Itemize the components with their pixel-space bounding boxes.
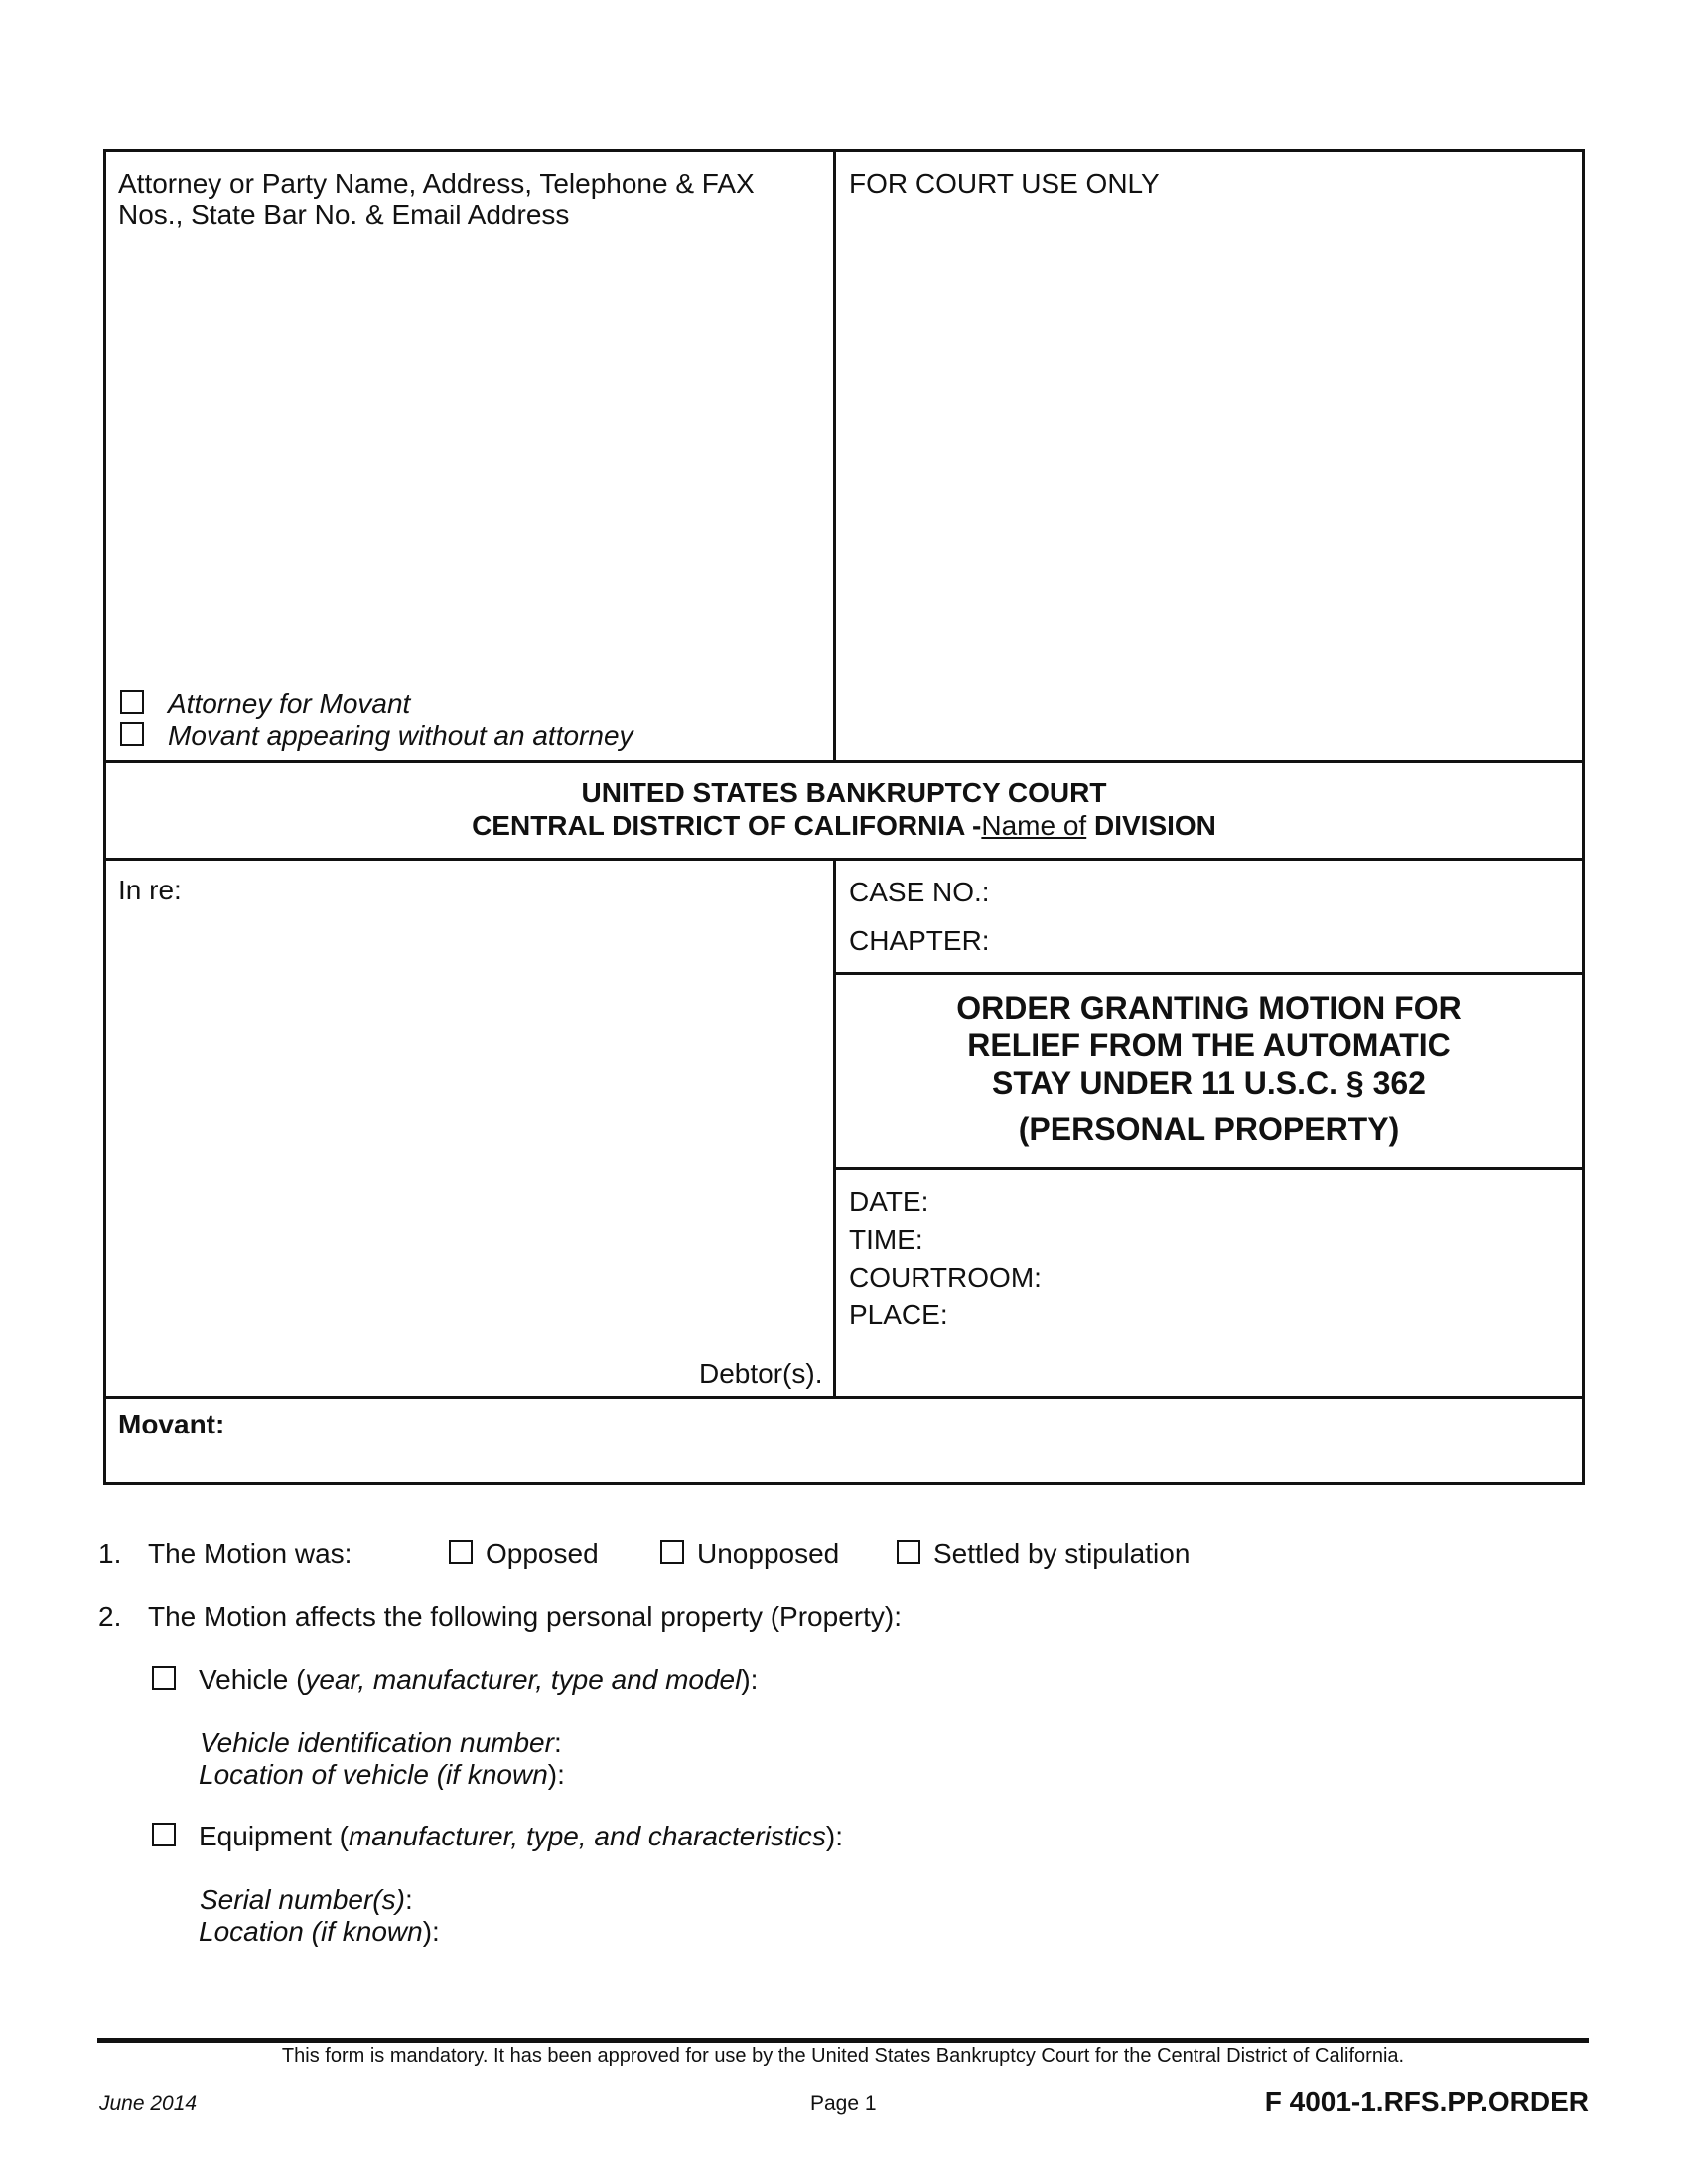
vehicle-location-label-end: ): bbox=[547, 1759, 565, 1790]
item1-number: 1. bbox=[98, 1538, 122, 1569]
caption-bottom-border bbox=[103, 1482, 1585, 1485]
attorney-for-movant-checkbox[interactable] bbox=[120, 690, 144, 714]
attorney-label-line1: Attorney or Party Name, Address, Telephone & FAX bbox=[118, 168, 755, 199]
footer-page-number: Page 1 bbox=[810, 2092, 877, 2115]
footer-date: June 2014 bbox=[99, 2092, 198, 2115]
vehicle-label-start: Vehicle ( bbox=[199, 1664, 306, 1695]
opposed-checkbox[interactable] bbox=[449, 1540, 473, 1564]
vin-label-colon: : bbox=[553, 1727, 562, 1758]
unopposed-label: Unopposed bbox=[697, 1538, 840, 1569]
vin-label-text: Vehicle identification number bbox=[200, 1727, 554, 1758]
vehicle-checkbox[interactable] bbox=[152, 1666, 176, 1690]
order-title-line3: STAY UNDER 11 U.S.C. § 362 bbox=[992, 1065, 1426, 1101]
movant-label: Movant: bbox=[118, 1409, 225, 1439]
vehicle-location-label-italic: if known bbox=[446, 1759, 548, 1790]
item2-label: The Motion affects the following personal property (Property): bbox=[148, 1601, 902, 1632]
vehicle-location-label bbox=[199, 1758, 565, 1791]
movant-row-top-border bbox=[103, 1396, 1585, 1399]
court-district: CENTRAL DISTRICT OF CALIFORNIA - bbox=[472, 810, 982, 841]
serial-number-label-colon: : bbox=[404, 1884, 413, 1915]
equipment-location-label-end: ): bbox=[422, 1916, 440, 1947]
vehicle-label-end: ): bbox=[741, 1664, 759, 1695]
attorney-for-movant-label: Attorney for Movant bbox=[168, 688, 411, 719]
opposed-label: Opposed bbox=[486, 1538, 599, 1569]
unopposed-checkbox[interactable] bbox=[660, 1540, 684, 1564]
vehicle-location-label-start: Location of vehicle ( bbox=[199, 1759, 447, 1790]
court-row-bottom-border bbox=[103, 858, 1585, 861]
court-row-top-border bbox=[103, 760, 1585, 763]
chapter-label: CHAPTER: bbox=[849, 925, 990, 956]
vehicle-label-italic: year, manufacturer, type and model bbox=[305, 1664, 742, 1695]
equipment-label-end: ): bbox=[825, 1821, 843, 1851]
footer-mandatory-notice: This form is mandatory. It has been approved for use by the United States Bankruptcy Court for the Central District of California. bbox=[281, 2045, 1405, 2067]
hearing-date-label: DATE: bbox=[849, 1186, 929, 1217]
item2-number: 2. bbox=[98, 1601, 122, 1632]
in-re-label: In re: bbox=[118, 875, 182, 905]
serial-number-label-text: Serial number(s) bbox=[200, 1884, 405, 1915]
order-title bbox=[836, 989, 1582, 1148]
vin-label bbox=[200, 1726, 562, 1759]
title-bottom-border bbox=[833, 1167, 1585, 1170]
vehicle-label bbox=[199, 1663, 758, 1696]
order-title-line1: ORDER GRANTING MOTION FOR bbox=[956, 990, 1462, 1025]
case-no-label: CASE NO.: bbox=[849, 877, 990, 907]
court-name-line2 bbox=[106, 809, 1582, 842]
court-use-only-label: FOR COURT USE ONLY bbox=[849, 168, 1160, 199]
caption-right-border bbox=[1582, 149, 1585, 1485]
equipment-location-label-italic: if known bbox=[320, 1916, 423, 1947]
caption-top-border bbox=[103, 149, 1585, 152]
equipment-location-label bbox=[199, 1915, 440, 1948]
equipment-location-label-start: Location ( bbox=[199, 1916, 321, 1947]
order-title-line2: RELIEF FROM THE AUTOMATIC bbox=[967, 1027, 1451, 1063]
footer-form-id: F 4001-1.RFS.PP.ORDER bbox=[1264, 2086, 1589, 2116]
court-division: DIVISION bbox=[1086, 810, 1216, 841]
court-name-line1: UNITED STATES BANKRUPTCY COURT bbox=[581, 777, 1107, 808]
movant-without-attorney-checkbox[interactable] bbox=[120, 722, 144, 746]
order-title-line4: (PERSONAL PROPERTY) bbox=[1018, 1111, 1400, 1147]
debtors-label: Debtor(s). bbox=[699, 1358, 823, 1389]
case-no-bottom-border bbox=[833, 972, 1585, 975]
equipment-label-italic: manufacturer, type, and characteristics bbox=[348, 1821, 826, 1851]
settled-by-stipulation-label: Settled by stipulation bbox=[933, 1538, 1191, 1569]
item1-label: The Motion was: bbox=[148, 1538, 352, 1569]
attorney-label-line2: Nos., State Bar No. & Email Address bbox=[118, 200, 570, 230]
hearing-time-label: TIME: bbox=[849, 1224, 923, 1255]
serial-number-label bbox=[200, 1883, 413, 1916]
place-label: PLACE: bbox=[849, 1299, 948, 1330]
movant-without-attorney-label: Movant appearing without an attorney bbox=[168, 720, 633, 751]
division-name-placeholder: Name of bbox=[981, 810, 1087, 841]
equipment-label bbox=[199, 1820, 843, 1852]
settled-by-stipulation-checkbox[interactable] bbox=[897, 1540, 920, 1564]
equipment-checkbox[interactable] bbox=[152, 1823, 176, 1846]
courtroom-label: COURTROOM: bbox=[849, 1262, 1042, 1293]
footer-rule bbox=[97, 2038, 1589, 2043]
equipment-label-start: Equipment ( bbox=[199, 1821, 349, 1851]
caption-divider-top bbox=[833, 149, 836, 761]
